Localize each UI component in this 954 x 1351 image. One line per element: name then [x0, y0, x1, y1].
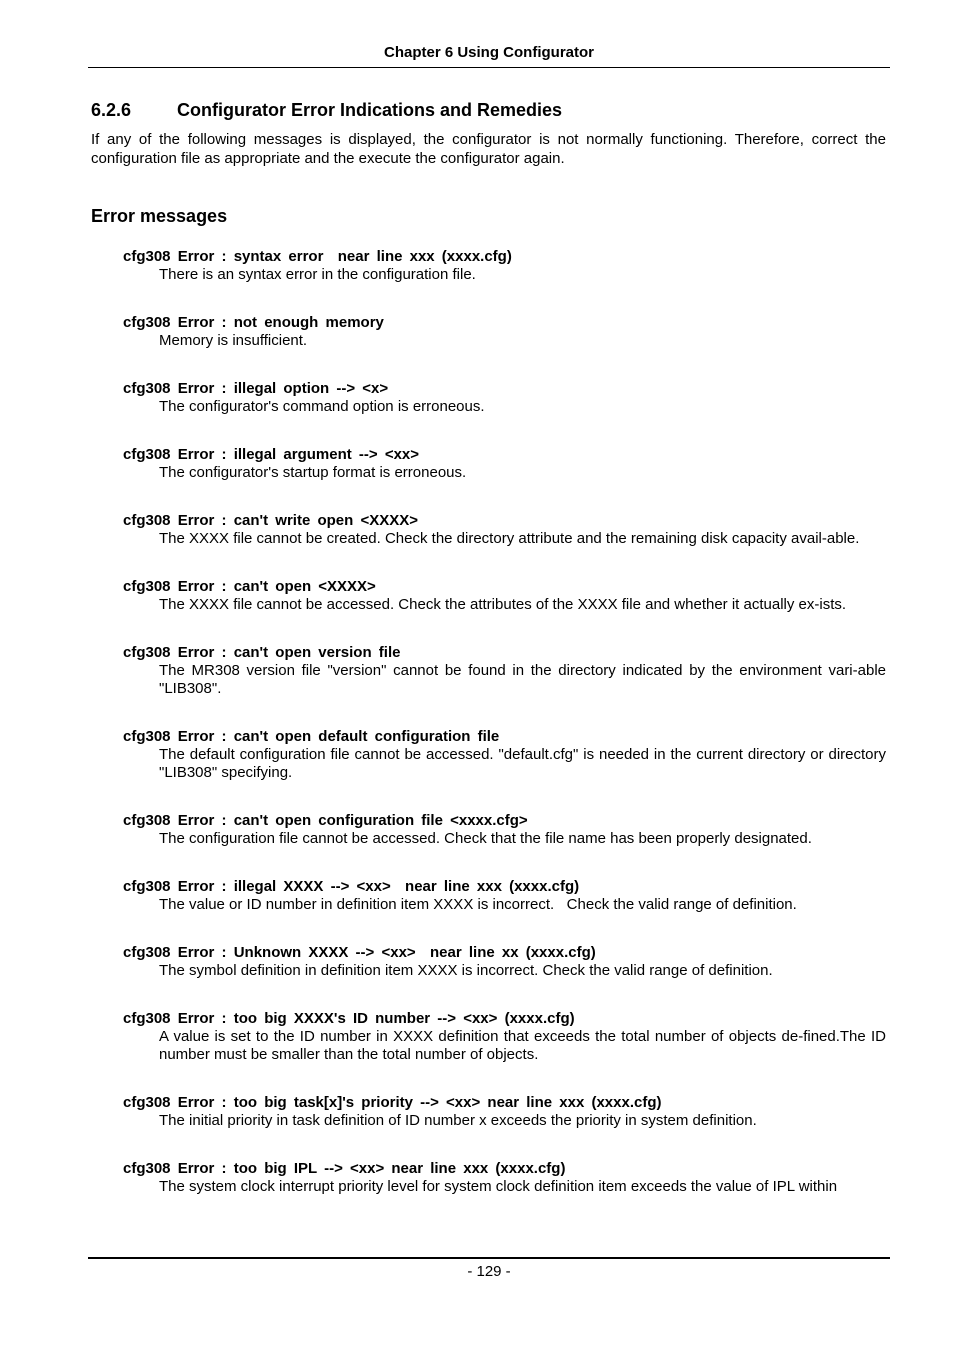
error-list: [123, 247, 891, 1225]
error-title: cfg308 Error : can't open <XXXX>: [123, 578, 376, 595]
intro-paragraph: If any of the following messages is displayed, the configurator is not normally functioning. Therefore, correct the configuration file as appropriate and the execute the configurator again.: [91, 131, 886, 167]
error-item: [123, 445, 886, 482]
error-description: The MR308 version file "version" cannot be found in the directory indicated by the environment vari-able "LIB308".: [159, 662, 891, 697]
error-item: [123, 313, 886, 350]
error-title: cfg308 Error : not enough memory: [123, 314, 384, 331]
error-title: cfg308 Error : syntax error near line xxx (xxxx.cfg): [123, 248, 512, 265]
error-title: cfg308 Error : illegal XXXX --> <xx> near line xxx (xxxx.cfg): [123, 878, 580, 895]
error-title: cfg308 Error : illegal option --> <x>: [123, 380, 389, 397]
error-item: [123, 577, 886, 614]
error-description: The XXXX file cannot be created. Check the directory attribute and the remaining disk capacity avail-able.: [159, 530, 860, 547]
error-title: cfg308 Error : too big task[x]'s priority --> <xx> near line xxx (xxxx.cfg): [123, 1094, 662, 1111]
error-title: cfg308 Error : too big XXXX's ID number --> <xx> (xxxx.cfg): [123, 1010, 575, 1027]
error-description: The symbol definition in definition item XXXX is incorrect. Check the valid range of definition.: [159, 962, 773, 979]
error-description: The initial priority in task definition of ID number x exceeds the priority in system definition.: [159, 1112, 757, 1129]
error-item: [123, 247, 886, 284]
section-number: 6.2.6: [91, 100, 132, 120]
error-item: [123, 1093, 886, 1130]
error-item: [123, 727, 891, 782]
error-title: cfg308 Error : too big IPL --> <xx> near line xxx (xxxx.cfg): [123, 1160, 566, 1177]
error-title: cfg308 Error : can't open default configuration file: [123, 728, 500, 745]
error-description: The XXXX file cannot be accessed. Check the attributes of the XXXX file and whether it actually ex-ists.: [159, 596, 847, 613]
section-title: Configurator Error Indications and Remedies: [177, 100, 563, 120]
error-description: The system clock interrupt priority level for system clock definition item exceeds the value of IPL within: [159, 1178, 838, 1195]
error-description: The value or ID number in definition item XXXX is incorrect. Check the valid range of definition.: [159, 896, 797, 913]
error-description: The configurator's command option is erroneous.: [159, 398, 485, 415]
error-title: cfg308 Error : can't write open <XXXX>: [123, 512, 418, 529]
error-description: Memory is insufficient.: [159, 332, 308, 349]
section-heading: [91, 100, 562, 121]
header-rule: [88, 67, 890, 68]
error-item: [123, 511, 886, 548]
error-title: cfg308 Error : can't open version file: [123, 644, 401, 661]
chapter-header: Chapter 6 Using Configurator: [383, 44, 594, 61]
error-title: cfg308 Error : Unknown XXXX --> <xx> near line xx (xxxx.cfg): [123, 944, 596, 961]
error-item: [123, 379, 886, 416]
error-item: [123, 1009, 891, 1064]
error-item: [123, 877, 886, 914]
error-item: [123, 643, 891, 698]
error-title: cfg308 Error : illegal argument --> <xx>: [123, 446, 420, 463]
error-item: [123, 943, 886, 980]
error-item: [123, 811, 886, 848]
error-description: The default configuration file cannot be accessed. "default.cfg" is needed in the current directory or directory "LIB308" specifying.: [159, 746, 891, 781]
error-description: The configuration file cannot be accessed. Check that the file name has been properly designated.: [159, 830, 812, 847]
error-description: A value is set to the ID number in XXXX definition that exceeds the total number of objects de-fined.The ID number must be smaller than the total number of objects.: [159, 1028, 891, 1063]
footer-rule: [88, 1257, 890, 1259]
error-item: [123, 1159, 886, 1196]
error-title: cfg308 Error : can't open configuration file <xxxx.cfg>: [123, 812, 528, 829]
error-messages-heading: Error messages: [91, 206, 228, 226]
error-description: The configurator's startup format is erroneous.: [159, 464, 467, 481]
error-description: There is an syntax error in the configuration file.: [159, 266, 476, 283]
page-number: - 129 -: [467, 1263, 511, 1280]
